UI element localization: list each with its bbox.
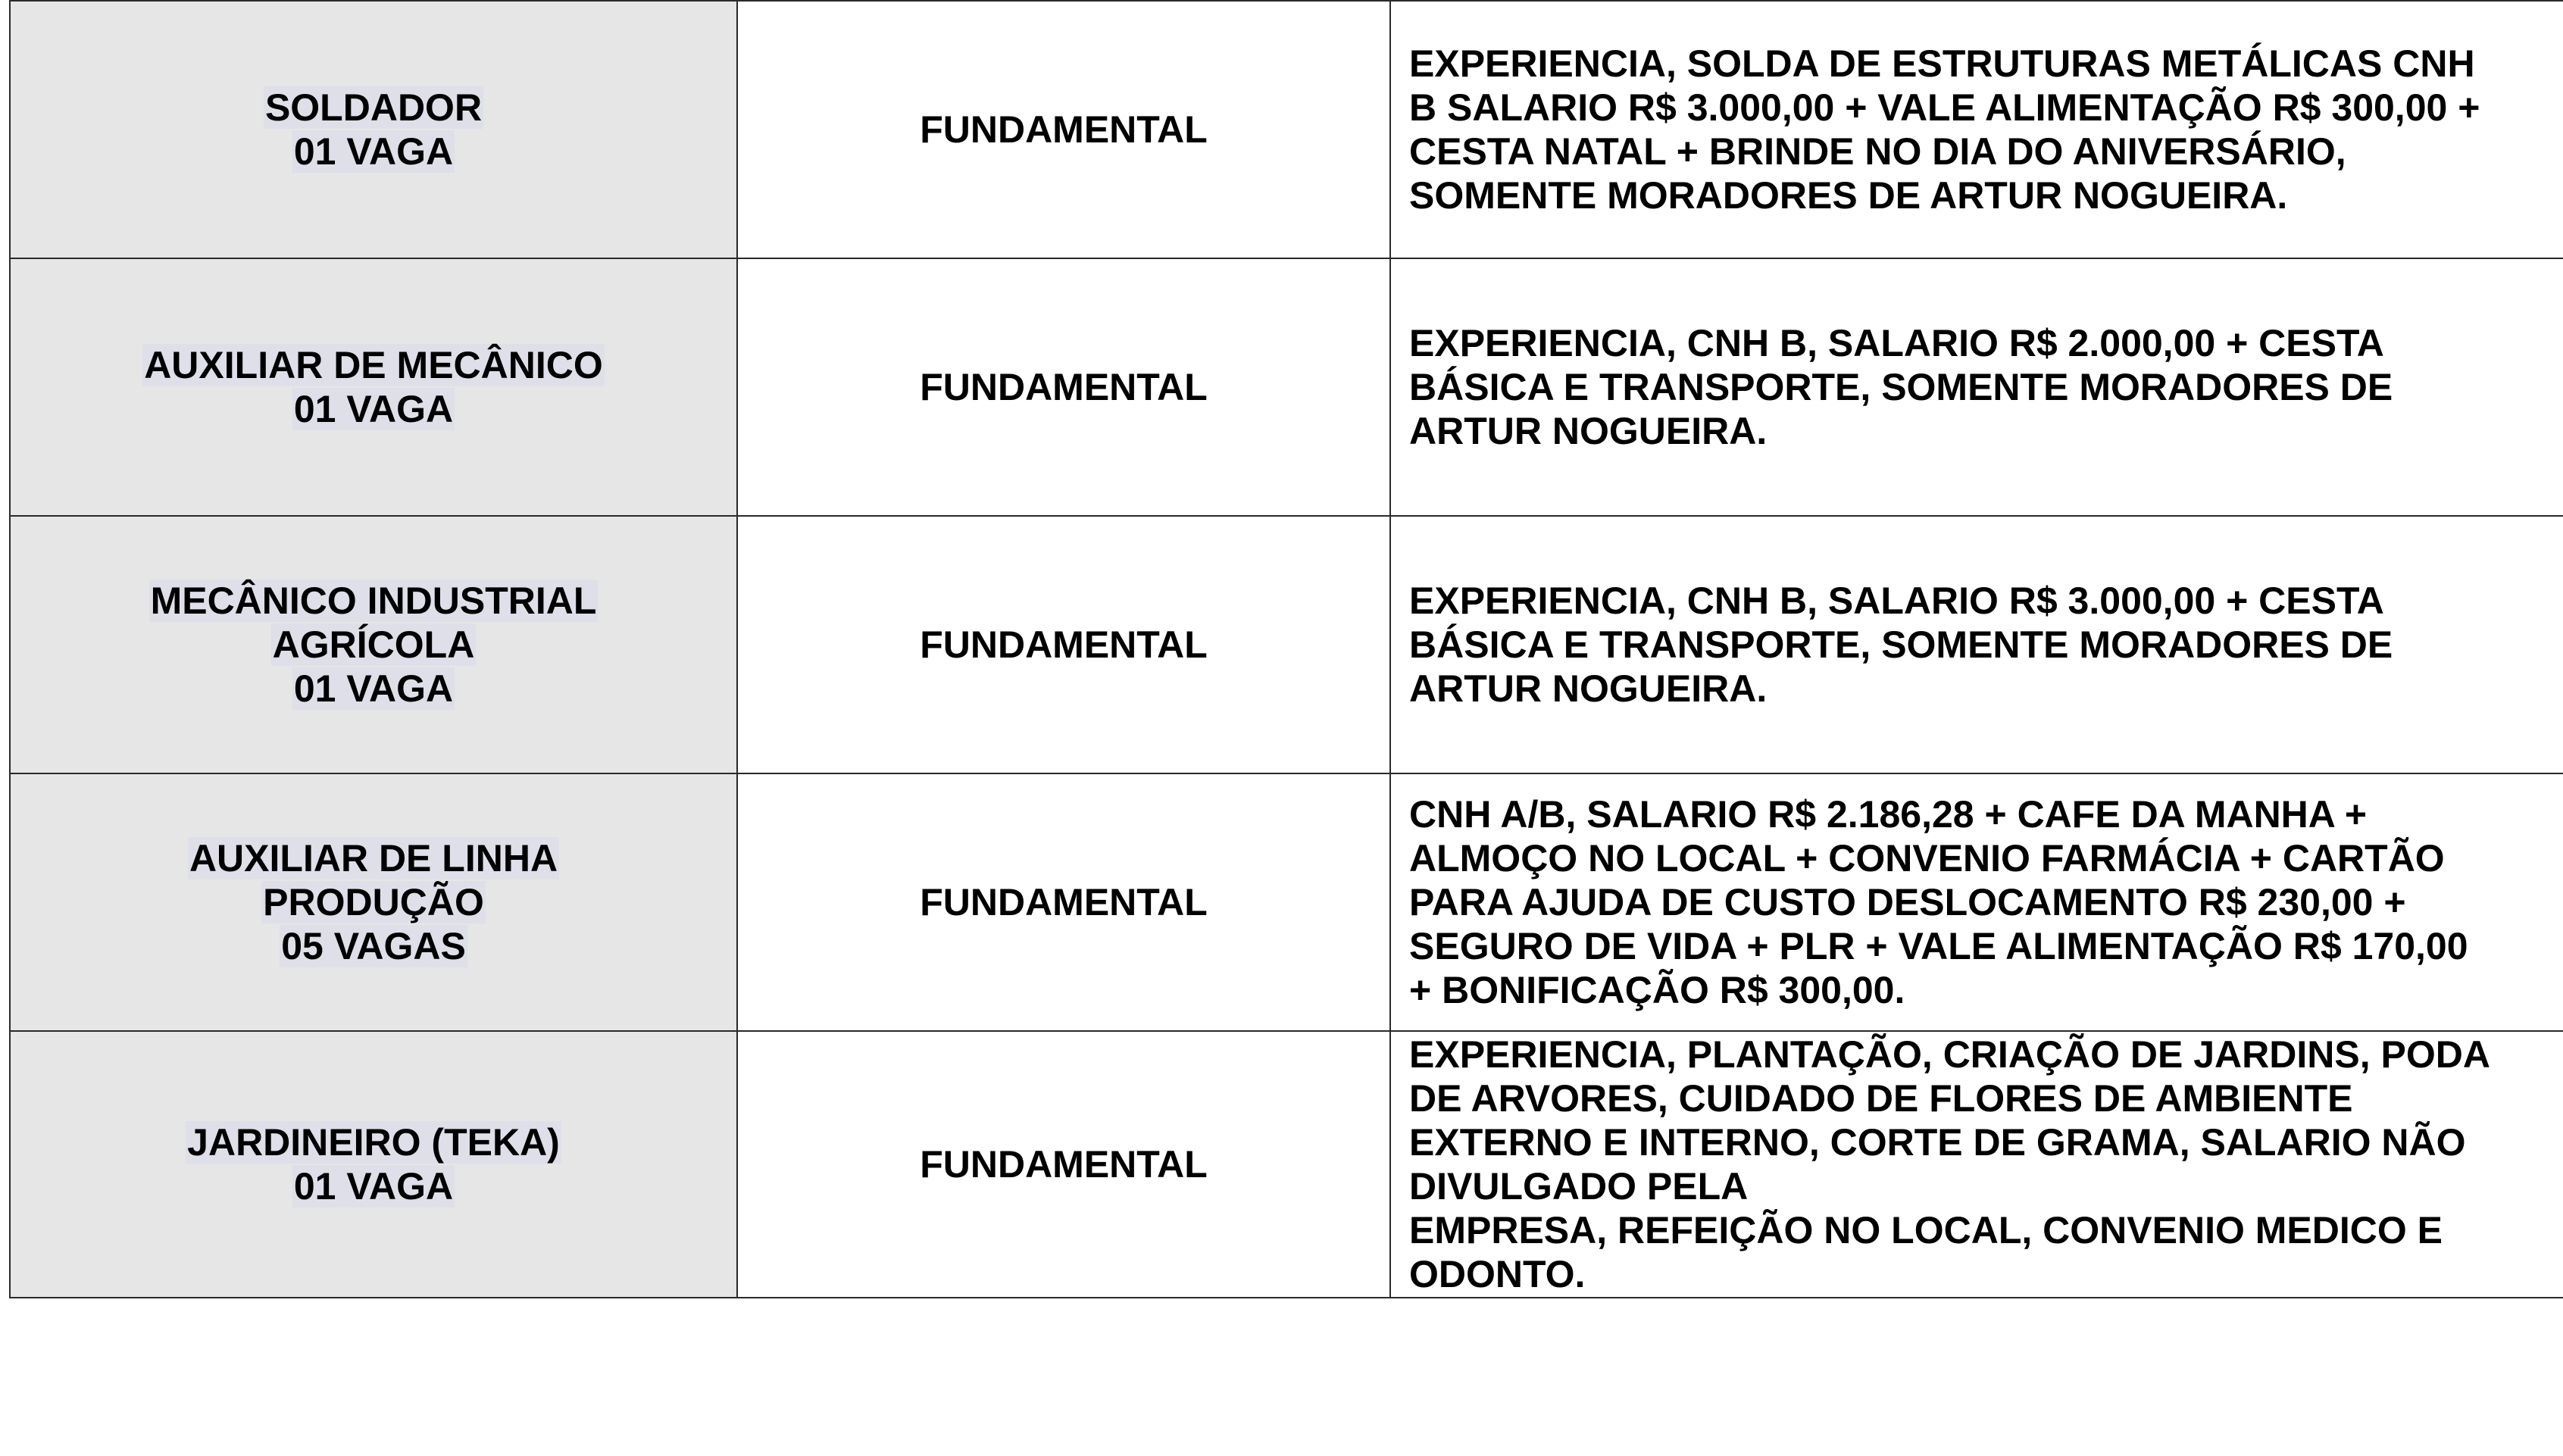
- job-vacancies: 01 VAGA: [293, 388, 454, 430]
- education-level: FUNDAMENTAL: [737, 258, 1390, 516]
- description-line: CESTA NATAL + BRINDE NO DIA DO ANIVERSÁRIO,: [1409, 130, 2346, 173]
- description-line: EXTERNO E INTERNO, CORTE DE GRAMA, SALARIO NÃO: [1409, 1121, 2466, 1164]
- job-description: [1390, 516, 2563, 773]
- job-title-cell: [10, 1031, 737, 1298]
- table-row: [10, 773, 2563, 1031]
- job-vacancies: 01 VAGA: [293, 667, 454, 710]
- job-title-line: MECÂNICO INDUSTRIAL: [150, 580, 597, 622]
- description-line: BÁSICA E TRANSPORTE, SOMENTE MORADORES DE: [1409, 623, 2393, 666]
- job-vacancies: 01 VAGA: [293, 1165, 454, 1208]
- education-level: FUNDAMENTAL: [737, 1, 1390, 258]
- job-title-cell: [10, 258, 737, 516]
- description-line: B SALARIO R$ 3.000,00 + VALE ALIMENTAÇÃO R$ 300,00 +: [1409, 86, 2480, 129]
- description-line: EMPRESA, REFEIÇÃO NO LOCAL, CONVENIO MEDICO E: [1409, 1209, 2443, 1251]
- description-line: PARA AJUDA DE CUSTO DESLOCAMENTO R$ 230,00 +: [1409, 881, 2406, 923]
- job-title-line: AUXILIAR DE LINHA: [189, 837, 558, 880]
- description-line: SOMENTE MORADORES DE ARTUR NOGUEIRA.: [1409, 174, 2288, 217]
- table-row: [10, 1031, 2563, 1298]
- education-level: FUNDAMENTAL: [737, 516, 1390, 773]
- job-title-cell: [10, 773, 737, 1031]
- education-level: FUNDAMENTAL: [737, 1031, 1390, 1298]
- description-line: + BONIFICAÇÃO R$ 300,00.: [1409, 969, 1905, 1011]
- job-title-line: AUXILIAR DE MECÂNICO: [144, 344, 603, 386]
- job-title-line: PRODUÇÃO: [263, 881, 484, 923]
- table-row: [10, 1, 2563, 258]
- job-description: [1390, 1031, 2563, 1298]
- job-vacancies: 05 VAGAS: [281, 925, 466, 967]
- job-title-line: SOLDADOR: [264, 86, 483, 129]
- description-line: ARTUR NOGUEIRA.: [1409, 410, 1768, 452]
- description-line: EXPERIENCIA, CNH B, SALARIO R$ 2.000,00 + CESTA: [1409, 322, 2384, 364]
- job-openings-table: [9, 0, 2563, 1298]
- description-line: DE ARVORES, CUIDADO DE FLORES DE AMBIENTE: [1409, 1077, 2353, 1120]
- job-title-line: AGRÍCOLA: [272, 623, 475, 666]
- description-line: SEGURO DE VIDA + PLR + VALE ALIMENTAÇÃO R$ 170,00: [1409, 925, 2468, 967]
- description-line: BÁSICA E TRANSPORTE, SOMENTE MORADORES DE: [1409, 366, 2393, 408]
- description-line: EXPERIENCIA, PLANTAÇÃO, CRIAÇÃO DE JARDINS, PODA: [1409, 1033, 2490, 1076]
- description-line: ALMOÇO NO LOCAL + CONVENIO FARMÁCIA + CARTÃO: [1409, 837, 2445, 880]
- description-line: ARTUR NOGUEIRA.: [1409, 667, 1768, 710]
- description-line: EXPERIENCIA, CNH B, SALARIO R$ 3.000,00 + CESTA: [1409, 580, 2384, 622]
- description-line: EXPERIENCIA, SOLDA DE ESTRUTURAS METÁLICAS CNH: [1409, 42, 2475, 85]
- job-title-line: JARDINEIRO (TEKA): [187, 1121, 560, 1164]
- table-row: [10, 258, 2563, 516]
- description-line: DIVULGADO PELA: [1409, 1165, 1749, 1208]
- job-description: [1390, 1, 2563, 258]
- job-vacancies: 01 VAGA: [293, 130, 454, 173]
- education-level: FUNDAMENTAL: [737, 773, 1390, 1031]
- description-line: ODONTO.: [1409, 1253, 1586, 1295]
- table-row: [10, 516, 2563, 773]
- job-title-cell: [10, 1, 737, 258]
- job-title-cell: [10, 516, 737, 773]
- job-description: [1390, 258, 2563, 516]
- job-description: [1390, 773, 2563, 1031]
- description-line: CNH A/B, SALARIO R$ 2.186,28 + CAFE DA MANHA +: [1409, 793, 2368, 836]
